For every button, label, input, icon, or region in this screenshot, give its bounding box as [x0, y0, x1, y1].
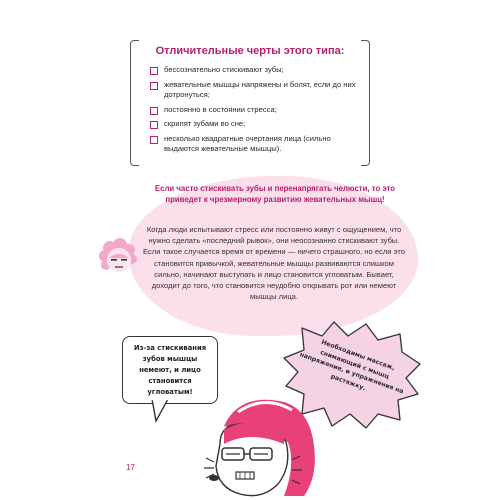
list-item: скрипят зубами во сне; — [150, 119, 365, 130]
callout-heading: Если часто стискивать зубы и перенапрягать челюсти, то это приведет к чрезмерному развитию жевательных мышц! — [154, 184, 396, 204]
callout-body: Когда люди испытывают стресс или постоянно живут с ощущением, что нужно сделать «последний рывок», они неосознанно стискивают зубы. Если такое случается время от времени — ничего страшного, но если это становится привычкой, жевательные мышцы развиваются слишком сильно, начинают выступать и лицо становится угловатым. Бывает, доходит до того, что становится неудобно открывать рот или немеют мышцы лица. — [143, 225, 405, 302]
speech-bubble-text: Из-за стискивания зубов мышцы немеют, и лицо становится угловатым! — [133, 344, 207, 396]
checkbox-icon — [150, 136, 158, 144]
bracket-left — [130, 40, 139, 166]
speech-bubble-tail — [146, 399, 176, 423]
page-number: 17 — [126, 463, 135, 472]
list-item: бессознательно стискивают зубы; — [150, 65, 365, 76]
face-illustration — [98, 238, 138, 276]
checkbox-icon — [150, 82, 158, 90]
character-illustration — [180, 384, 330, 500]
checkbox-icon — [150, 121, 158, 129]
checkbox-icon — [150, 67, 158, 75]
traits-title: Отличительные черты этого типа: — [155, 45, 345, 57]
traits-list — [150, 65, 365, 159]
checkbox-icon — [150, 107, 158, 115]
spiky-note-text: Необходимы массаж, снимающий с мышц напряжение, и упражнения на растяжку. — [298, 338, 405, 396]
list-item: жевательные мышцы напряжены и болят, если до них дотронуться; — [150, 80, 365, 101]
list-item: несколько квадратные очертания лица (сильно выдаются жевательные мышцы). — [150, 134, 365, 155]
traits-box — [130, 40, 370, 166]
list-item: постоянно в состоянии стресса; — [150, 105, 365, 116]
